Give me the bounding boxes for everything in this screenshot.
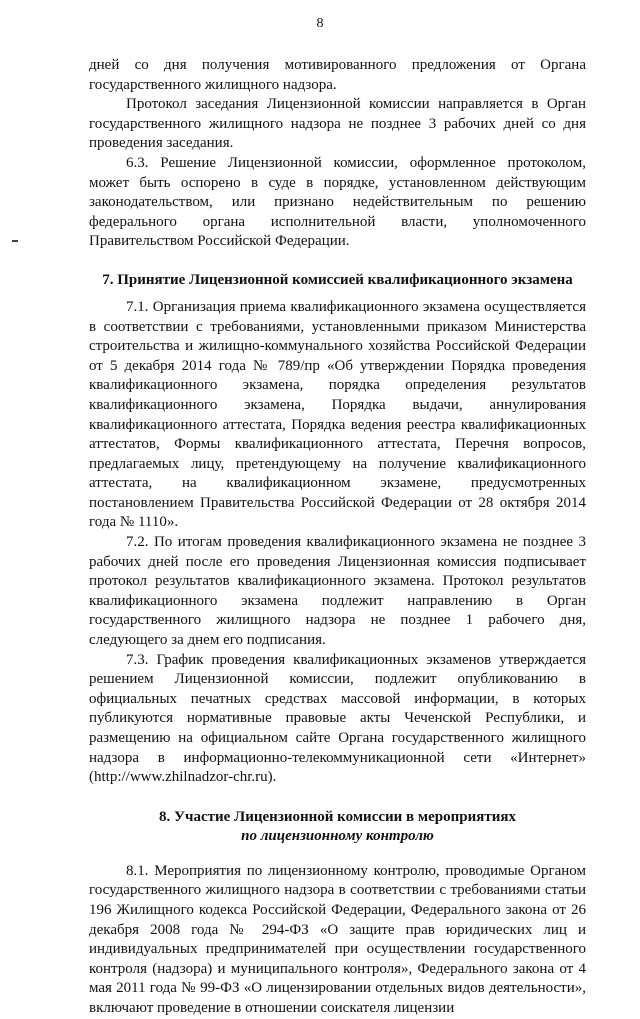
section-7-heading: 7. Принятие Лицензионной комиссией квалификационного экзамена [102,271,573,288]
page-number: 8 [316,16,324,31]
paragraph-8-1: 8.1. Мероприятия по лицензионному контролю, проводимые Органом государственного жилищного надзора в соответствии с требованиями статьи 196 Жилищного кодекса Российской Федерации, Федерального закона от 26 декабря 2008 года № 294-ФЗ «О защите прав юридических лиц и индивидуальных предпринимателей при осуществлении государственного контроля (надзора) и муниципального контроля», Федерального закона от 4 мая 2011 года № 99-ФЗ «О лицензировании отдельных видов деятельности», включают проведение в отношении соискателя лицензии [89,862,586,1016]
section-8-heading [89,808,586,846]
paragraph-7-3: 7.3. График проведения квалификационных экзаменов утверждается решением Лицензионной комиссии, подлежит опубликованию в официальных печатных средствах массовой информации, в которых публикуются нормативные правовые акты Чеченской Республики, и размещению на официальном сайте Органа государственного жилищного надзора в информационно-телекоммуникационной сети «Интернет» (http://www.zhilnadzor-chr.ru). [89,651,586,786]
document-body [89,56,586,1019]
section-8-heading-line1: 8. Участие Лицензионной комиссии в мероприятиях [159,808,516,825]
paragraph-continuation: дней со дня получения мотивированного предложения от Органа государственного жилищного надзора. [89,57,586,93]
section-8-heading-line2: по лицензионному контролю [241,827,434,844]
paragraph-7-1: 7.1. Организация приема квалификационного экзамена осуществляется в соответствии с требованиями, установленными приказом Министерства строительства и жилищно-коммунального хозяйства Российской Федерации от 5 декабря 2014 года № 789/пр «Об утверждении Порядка проведения квалификационного экзамена, порядка определения результатов квалификационного экзамена, Порядка выдачи, аннулирования квалификационного аттестата, Порядка ведения реестра квалификационных аттестатов, Формы квалификационного аттестата, Перечня вопросов, предлагаемых лицу, претендующему на получение квалификационного аттестата, на квалификационном экзамене, предусмотренных постановлением Правительства Российской Федерации от 28 октября 2014 года № 1110». [89,298,586,531]
scan-mark [12,240,18,242]
paragraph-protocol: Протокол заседания Лицензионной комиссии направляется в Орган государственного жилищного надзора не позднее 3 рабочих дней со дня проведения заседания. [89,96,586,152]
paragraph-7-2: 7.2. По итогам проведения квалификационного экзамена не позднее 3 рабочих дней после его проведения Лицензионная комиссия подписывает протокол результатов квалификационного экзамена. Протокол результатов квалификационного экзамена подлежит направлению в Орган государственного жилищного надзора не позднее 1 рабочего дня, следующего за днем его подписания. [89,534,586,649]
paragraph-6-3: 6.3. Решение Лицензионной комиссии, оформленное протоколом, может быть оспорено в суде в порядке, установленном действующим законодательством, или признано недействительным по решению федерального органа исполнительной власти, уполномоченного Правительством Российской Федерации. [89,154,586,250]
